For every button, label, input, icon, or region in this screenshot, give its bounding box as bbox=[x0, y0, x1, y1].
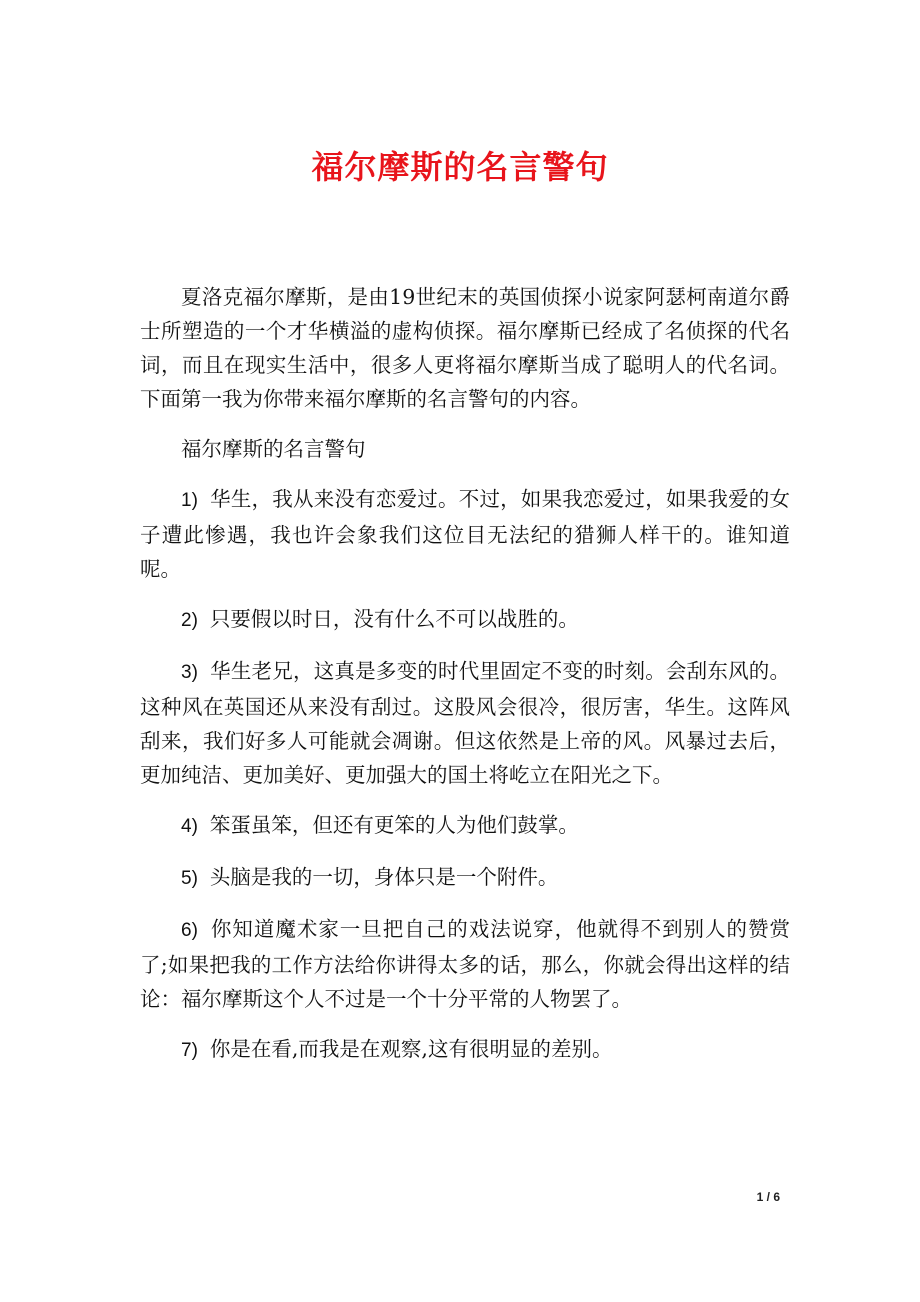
intro-paragraph: 夏洛克福尔摩斯，是由19世纪末的英国侦探小说家阿瑟柯南道尔爵士所塑造的一个才华横溢的虚构侦探。福尔摩斯已经成了名侦探的代名词，而且在现实生活中，很多人更将福尔摩斯当成了聪明人的代名词。下面第一我为你带来福尔摩斯的名言警句的内容。 bbox=[140, 285, 790, 411]
quote-item bbox=[140, 654, 790, 792]
quote-text: 你是在看,而我是在观察,这有很明显的差别。 bbox=[209, 1037, 613, 1061]
quote-item bbox=[140, 912, 790, 1016]
document-title: 福尔摩斯的名言警句 bbox=[311, 148, 609, 186]
quote-item bbox=[140, 482, 790, 586]
quote-item bbox=[140, 602, 790, 638]
quote-text: 只要假以时日，没有什么不可以战胜的。 bbox=[209, 607, 579, 631]
quote-text: 笨蛋虽笨，但还有更笨的人为他们鼓掌。 bbox=[209, 813, 579, 837]
quote-number: 4) bbox=[181, 816, 198, 837]
quote-item bbox=[140, 808, 790, 844]
quote-number: 3) bbox=[181, 662, 198, 683]
quote-number: 2) bbox=[181, 610, 198, 631]
section-heading: 福尔摩斯的名言警句 bbox=[181, 437, 366, 461]
quote-number: 6) bbox=[181, 920, 198, 941]
quote-item bbox=[140, 1032, 790, 1068]
document-body bbox=[140, 280, 790, 1084]
quote-text: 你知道魔术家一旦把自己的戏法说穿，他就得不到别人的赞赏了;如果把我的工作方法给你讲得太多的话，那么，你就会得出这样的结论：福尔摩斯这个人不过是一个十分平常的人物罢了。 bbox=[140, 917, 790, 1011]
quote-text: 华生，我从来没有恋爱过。不过，如果我恋爱过，如果我爱的女子遭此惨遇，我也许会象我们这位目无法纪的猎狮人样干的。谁知道呢。 bbox=[140, 487, 790, 581]
quote-number: 5) bbox=[181, 868, 198, 889]
quote-text: 华生老兄，这真是多变的时代里固定不变的时刻。会刮东风的。这种风在英国还从来没有刮过。这股风会很冷，很厉害，华生。这阵风刮来，我们好多人可能就会凋谢。但这依然是上帝的风。风暴过去后，更加纯洁、更加美好、更加强大的国土将屹立在阳光之下。 bbox=[140, 659, 790, 787]
quote-number: 7) bbox=[181, 1040, 198, 1061]
quote-item bbox=[140, 860, 790, 896]
page-number: 1 / 6 bbox=[756, 1190, 780, 1204]
quote-number: 1) bbox=[181, 490, 198, 511]
quote-text: 头脑是我的一切，身体只是一个附件。 bbox=[209, 865, 559, 889]
